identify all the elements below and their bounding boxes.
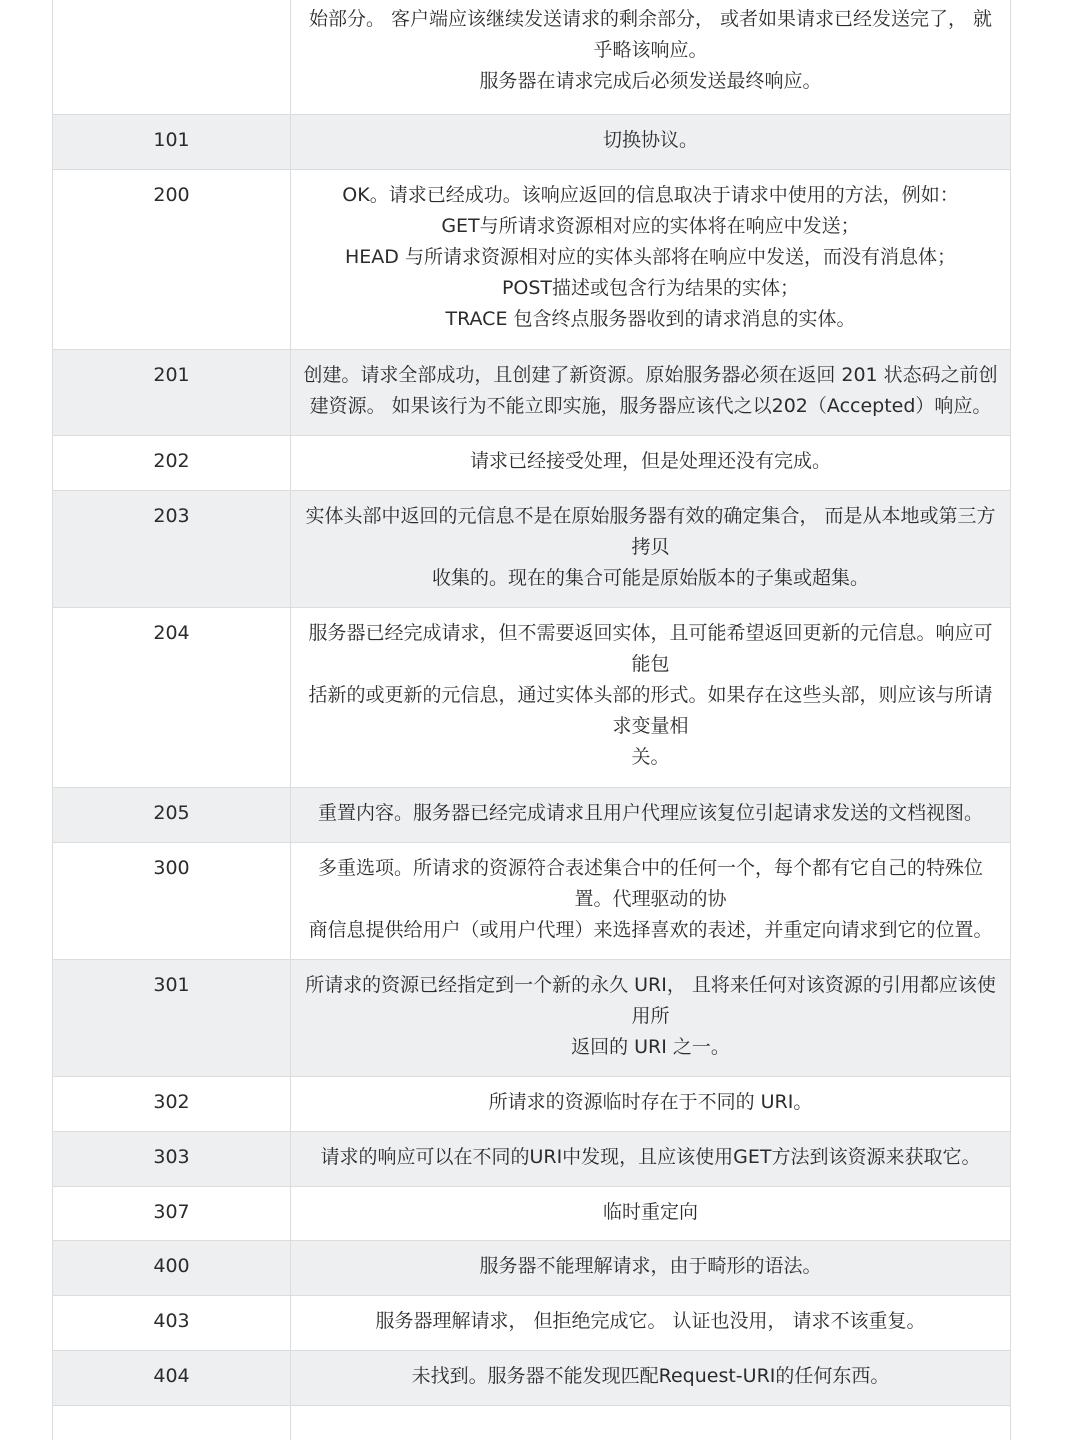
status-code-cell: 200 [53,170,291,349]
table-row [53,350,1010,436]
description-cell [291,1296,1010,1350]
table-row [53,436,1010,491]
description-cell [291,115,1010,169]
description-line: 收集的。现在的集合可能是原始版本的子集或超集。 [431,567,869,589]
description-line: 商信息提供给用户（或用户代理）来选择喜欢的表述，并重定向请求到它的位置。 [308,919,993,941]
status-code-cell: 301 [53,960,291,1076]
description-line: 用所 [631,1005,670,1027]
description-line: 多重选项。所请求的资源符合表述集合中的任何一个，每个都有它自己的特殊位 [317,857,983,879]
table-row [53,115,1010,170]
status-code-cell: 400 [53,1241,291,1295]
table-row [53,1187,1010,1241]
description-line: 求变量相 [612,715,689,737]
description-cell [291,788,1010,842]
table-row [53,1351,1010,1406]
description-line: HEAD 与所请求资源相对应的实体头部将在响应中发送，而没有消息体； [345,246,956,268]
description-line: 始部分。 客户端应该继续发送请求的剩余部分， 或者如果请求已经发送完了， 就 [308,8,993,30]
description-cell [291,0,1010,114]
description-line: 请求的响应可以在不同的URI中发现，且应该使用GET方法到该资源来获取它。 [320,1146,981,1168]
description-line: POST描述或包含行为结果的实体； [501,277,800,299]
description-cell [291,1241,1010,1295]
status-code-cell: 302 [53,1077,291,1131]
description-cell [291,1187,1010,1240]
description-line: 服务器在请求完成后必须发送最终响应。 [479,70,822,92]
description-line: 请求已经接受处理，但是处理还没有完成。 [469,450,831,472]
description-cell [291,1077,1010,1131]
description-cell [291,1406,1010,1440]
status-code-cell: 203 [53,491,291,607]
table-row [53,0,1010,115]
description-cell [291,1351,1010,1405]
table-row [53,491,1010,608]
description-line: OK。请求已经成功。该响应返回的信息取决于请求中使用的方法，例如： [342,184,959,206]
table-row [53,843,1010,960]
status-code-cell: 403 [53,1296,291,1350]
description-line: 重置内容。服务器已经完成请求且用户代理应该复位引起请求发送的文档视图。 [317,802,983,824]
status-code-cell: 307 [53,1187,291,1240]
status-code-cell [53,1406,291,1440]
description-cell [291,436,1010,490]
status-code-cell: 204 [53,608,291,787]
table-row [53,788,1010,843]
description-line: 所请求的资源已经指定到一个新的永久 URI， 且将来任何对该资源的引用都应该使 [305,974,996,996]
description-line: 服务器不能理解请求，由于畸形的语法。 [479,1255,822,1277]
description-cell [291,843,1010,959]
description-line: 临时重定向 [602,1201,698,1223]
status-code-cell: 300 [53,843,291,959]
status-code-cell: 201 [53,350,291,435]
table-row [53,170,1010,350]
description-line: 实体头部中返回的元信息不是在原始服务器有效的确定集合， 而是从本地或第三方 [305,505,996,527]
table-row [53,1296,1010,1351]
description-line: 关。 [631,746,670,768]
description-line: 未找到。服务器不能发现匹配Request-URI的任何东西。 [411,1365,890,1387]
description-line: 乎略该响应。 [593,39,708,61]
status-code-cell: 303 [53,1132,291,1186]
status-code-table [52,0,1011,1440]
status-code-cell: 202 [53,436,291,490]
description-line: 切换协议。 [602,129,698,151]
description-line: 服务器理解请求， 但拒绝完成它。 认证也没用， 请求不该重复。 [375,1310,926,1332]
description-cell [291,350,1010,435]
status-code-cell: 205 [53,788,291,842]
description-line: 置。代理驱动的协 [574,888,727,910]
description-line: 所请求的资源临时存在于不同的 URI。 [488,1091,813,1113]
description-cell [291,1132,1010,1186]
status-code-cell [53,0,291,114]
table-row [53,1132,1010,1187]
description-cell [291,960,1010,1076]
status-code-cell: 101 [53,115,291,169]
description-line: 括新的或更新的元信息，通过实体头部的形式。如果存在这些头部，则应该与所请 [308,684,993,706]
status-code-cell: 404 [53,1351,291,1405]
description-line: GET与所请求资源相对应的实体将在响应中发送； [441,215,860,237]
description-cell [291,491,1010,607]
description-line: 建资源。 如果该行为不能立即实施，服务器应该代之以202（Accepted）响应。 [309,395,992,417]
description-line: TRACE 包含终点服务器收到的请求消息的实体。 [445,308,856,330]
description-line: 服务器已经完成请求，但不需要返回实体，且可能希望返回更新的元信息。响应可 [308,622,993,644]
description-cell [291,608,1010,787]
table-row [53,960,1010,1077]
description-line: 创建。请求全部成功，且创建了新资源。原始服务器必须在返回 201 状态码之前创 [303,364,998,386]
table-row [53,1406,1010,1440]
table-row [53,1077,1010,1132]
table-row [53,1241,1010,1296]
description-line: 能包 [631,653,670,675]
table-row [53,608,1010,788]
description-cell [291,170,1010,349]
description-line: 拷贝 [631,536,670,558]
description-line: 返回的 URI 之一。 [571,1036,730,1058]
